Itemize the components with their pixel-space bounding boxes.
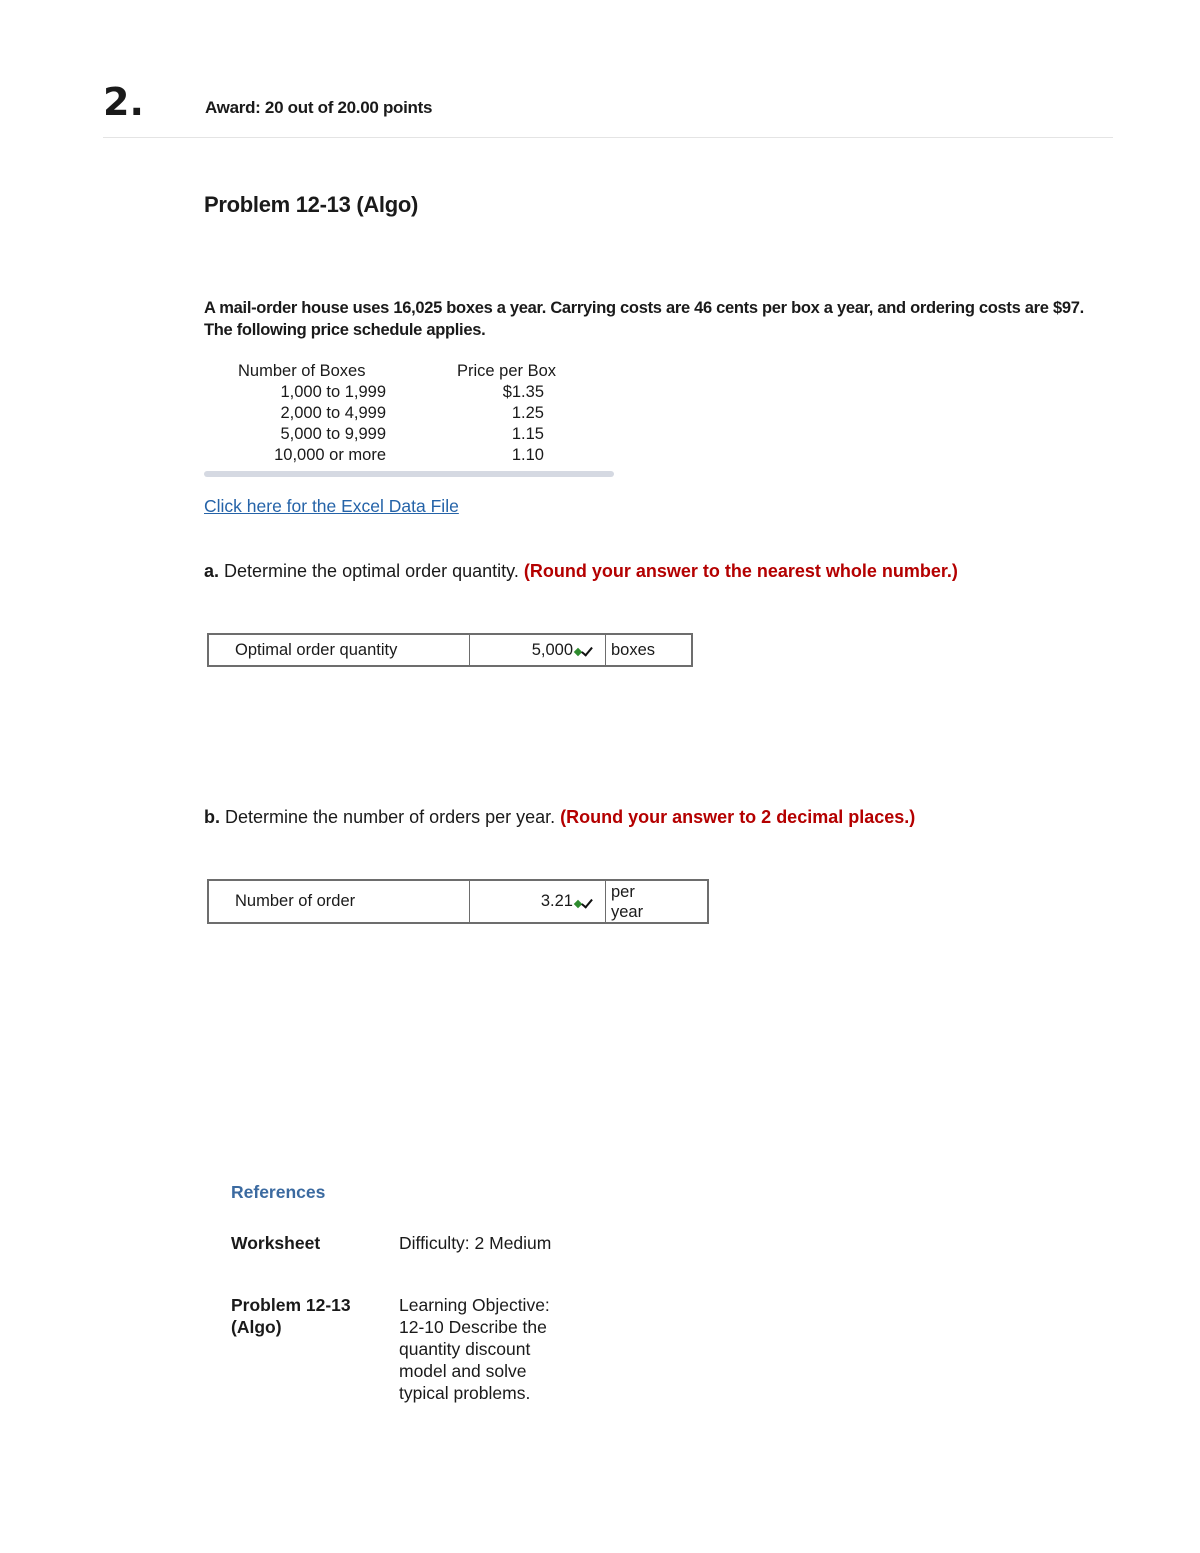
schedule-price: 1.10 [511,446,544,464]
award-text: Award: 20 out of 20.00 points [205,98,433,117]
schedule-row [204,446,614,467]
reference-difficulty: Difficulty: 2 Medium [399,1233,552,1253]
part-a-question [204,561,958,582]
schedule-price: 1.25 [511,404,544,422]
header-divider [103,137,1113,138]
references-title: References [231,1182,326,1202]
schedule-row [204,425,614,446]
part-b-rounding-note: (Round your answer to 2 decimal places.) [560,807,916,827]
answer-row-label: Number of order [209,881,470,922]
schedule-header-row [204,362,614,383]
reference-learning-objective: Learning Objective: 12-10 Describe the quantity discount model and solve typical problems. [399,1295,550,1403]
schedule-range: 2,000 to 4,999 [280,404,386,422]
answer-value: 5,000 [531,640,573,659]
schedule-header-price: Price per Box [457,362,557,380]
part-b-answer-row [207,879,709,924]
part-a-text: Determine the optimal order quantity. [219,561,524,581]
reference-problem: Problem 12-13 (Algo) [231,1295,351,1337]
schedule-header-boxes: Number of Boxes [238,362,366,380]
question-number: 2. [103,80,144,124]
answer-unit-line: per [611,882,635,901]
number-of-orders-answer[interactable] [470,881,606,922]
answer-value: 3.21 [540,892,573,910]
part-a-label: a. [204,561,220,581]
part-a-rounding-note: (Round your answer to the nearest whole number.) [523,561,958,581]
optimal-order-quantity-answer[interactable] [470,635,606,665]
schedule-price: 1.15 [511,425,544,443]
schedule-range: 5,000 to 9,999 [280,425,386,443]
schedule-row [204,383,614,404]
excel-data-file-link[interactable]: Click here for the Excel Data File [204,496,459,516]
schedule-row [204,404,614,425]
schedule-price: $1.35 [502,383,544,401]
correct-checkmark-icon [575,898,595,912]
schedule-range: 10,000 or more [274,446,386,464]
price-schedule [204,362,614,477]
answer-unit [606,881,643,922]
part-b-text: Determine the number of orders per year. [220,807,561,827]
answer-unit-line: year [611,902,644,921]
problem-stem: A mail-order house uses 16,025 boxes a year. Carrying costs are 46 cents per box a year, and ordering costs are $97. The following price schedule applies. [204,299,1084,339]
problem-title: Problem 12-13 (Algo) [204,192,419,217]
answer-row-label: Optimal order quantity [209,635,470,665]
reference-worksheet: Worksheet [231,1233,321,1253]
schedule-range: 1,000 to 1,999 [280,383,386,401]
horizontal-scrollbar[interactable] [204,471,614,477]
part-b-label: b. [204,807,220,827]
part-b-question [204,807,915,828]
correct-checkmark-icon [575,646,595,660]
answer-unit: boxes [611,641,656,659]
part-a-answer-row [207,633,693,667]
